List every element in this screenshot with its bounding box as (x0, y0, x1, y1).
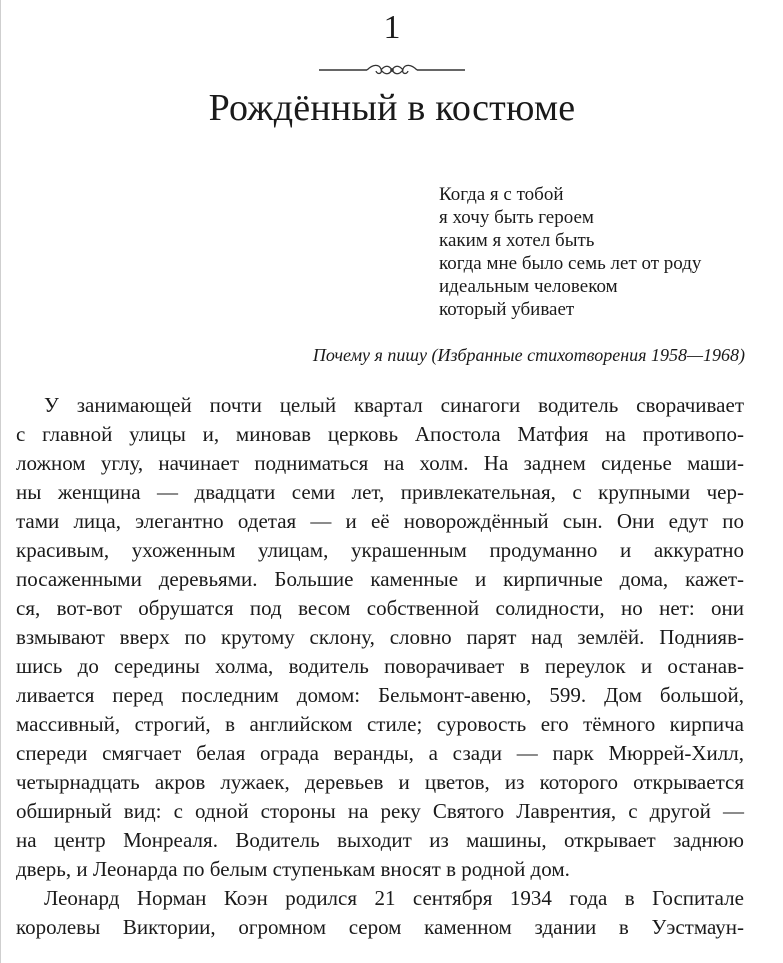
text-line: Леонард Норман Коэн родился 21 сентября 1934 года в Госпитале (44, 886, 744, 910)
text-line: ны женщина — двадцати семи лет, привлекательная, с крупными чер- (16, 480, 744, 504)
epigraph-line: каким я хотел быть (439, 230, 595, 251)
text-line: дверь, и Леонарда по белым ступенькам вносят в родной дом. (16, 857, 570, 881)
text-line: массивный, строгий, в английском стиле; суровость его тёмного кирпича (16, 712, 744, 736)
text-line: ливается перед последним домом: Бельмонт-авеню, 599. Дом большой, (16, 683, 744, 707)
text-line: королевы Виктории, огромном сером каменном здании в Уэстмаун- (16, 915, 744, 939)
text-line: взмывают вверх по крутому склону, словно парят над землёй. Поднияв- (16, 625, 744, 649)
epigraph-line: я хочу быть героем (439, 207, 594, 228)
text-line: обширный вид: с одной стороны на реку Святого Лаврентия, с другой — (16, 799, 744, 823)
epigraph-source: Почему я пишу (Избранные стихотворения 1958—1968) (312, 345, 745, 365)
chapter-title: Рождённый в костюме (208, 87, 576, 129)
text-line: четырнадцать акров лужаек, деревьев и цветов, из которого открывается (16, 770, 744, 794)
text-line: посаженными деревьями. Большие каменные и кирпичные дома, кажет- (16, 567, 744, 591)
body-text (16, 391, 744, 942)
text-line: ся, вот-вот обрушатся под весом собственной солидности, но нет: они (16, 596, 744, 620)
ornament-divider-icon (319, 62, 465, 78)
chapter-number: 1 (383, 9, 401, 46)
epigraph-line: который убивает (439, 299, 575, 320)
text-line: красивым, ухоженным улицам, украшенным продуманно и аккуратно (16, 538, 744, 562)
text-line: спереди смягчает белая ограда веранды, а сзади — парк Мюррей-Хилл, (16, 741, 744, 765)
text-line: ложном углу, начинает подниматься на холм. На заднем сиденье маши- (16, 451, 744, 475)
text-line: У занимающей почти целый квартал синагоги водитель сворачивает (44, 393, 744, 417)
text-line: тами лица, элегантно одетая — и её новорождённый сын. Они едут по (16, 509, 744, 533)
text-line: на центр Монреаля. Водитель выходит из машины, открывает заднюю (16, 828, 744, 852)
epigraph-line: идеальным человеком (439, 276, 618, 297)
text-line: шись до середины холма, водитель поворачивает в переулок и останав- (16, 654, 744, 678)
text-line: с главной улицы и, миновав церковь Апостола Матфия на противопо- (16, 422, 744, 446)
epigraph (439, 183, 701, 321)
epigraph-line: Когда я с тобой (439, 184, 564, 205)
epigraph-line: когда мне было семь лет от роду (439, 253, 702, 274)
